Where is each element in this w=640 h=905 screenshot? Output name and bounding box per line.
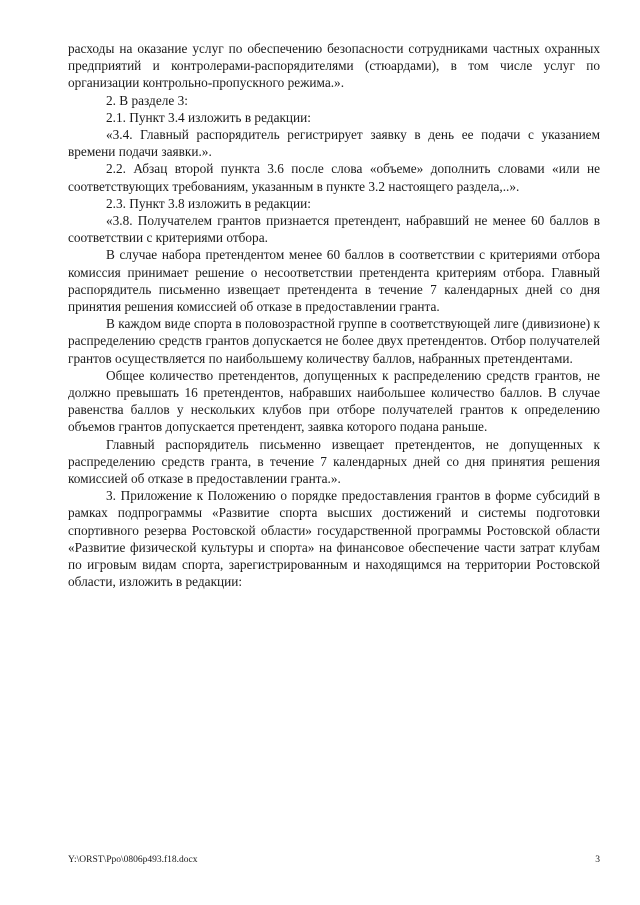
footer-file-path: Y:\ORST\Ppo\0806p493.f18.docx bbox=[68, 855, 198, 865]
paragraph-5: 2.2. Абзац второй пункта 3.6 после слова «объеме» дополнить словами «или не соответствующих требованиям, указанным в пункте 3.2 настоящего раздела,..». bbox=[68, 161, 600, 194]
paragraph-4: «3.4. Главный распорядитель регистрирует заявку в день ее подачи с указанием времени подачи заявки.». bbox=[68, 127, 600, 160]
page-number: 3 bbox=[595, 855, 600, 865]
document-body bbox=[68, 40, 600, 591]
paragraph-2: 2. В разделе 3: bbox=[106, 92, 188, 108]
paragraph-12: 3. Приложение к Положению о порядке предоставления грантов в форме субсидий в рамках подпрограммы «Развитие спорта высших достижений и системы подготовки спортивного резерва Ростовской области» государственной программы Ростовской области «Развитие физической культуры и спорта» на финансовое обеспечение части затрат клубам по игровым видам спорта, зарегистрированным и находящимся на территории Ростовской области, изложить в редакции: bbox=[68, 488, 600, 590]
paragraph-10: Общее количество претендентов, допущенных к распределению средств грантов, не должно превышать 16 претендентов, набравших наибольшее количество баллов. В случае равенства баллов у нескольких клубов при отборе получателей грантов к определению объемов грантов допускается претендент, заявка которого подана раньше. bbox=[68, 367, 600, 435]
paragraph-11: Главный распорядитель письменно извещает претендентов, не допущенных к распределению средств гранта, в течение 7 календарных дней со дня принятия решения комиссией об отказе в предоставлении гранта.». bbox=[68, 436, 600, 487]
paragraph-3: 2.1. Пункт 3.4 изложить в редакции: bbox=[106, 109, 311, 125]
paragraph-6: 2.3. Пункт 3.8 изложить в редакции: bbox=[106, 195, 311, 211]
paragraph-8: В случае набора претендентом менее 60 баллов в соответствии с критериями отбора комиссия принимает решение о несоответствии претендента критериям отбора. Главный распорядитель письменно извещает претендента в течение 7 календарных дней со дня принятия решения комиссией об отказе в предоставлении гранта. bbox=[68, 247, 600, 315]
paragraph-7: «3.8. Получателем грантов признается претендент, набравший не менее 60 баллов в соответствии с критериями отбора. bbox=[68, 213, 600, 246]
paragraph-9: В каждом виде спорта в половозрастной группе в соответствующей лиге (дивизионе) к распределению средств грантов допускается не более двух претендентов. Отбор получателей грантов осуществляется по наибольшему количеству баллов, набранных претендентами. bbox=[68, 316, 600, 366]
paragraph-1: расходы на оказание услуг по обеспечению безопасности сотрудниками частных охранных предприятий и контролерами-распорядителями (стюардами), в том числе услуг по организации контрольно-пропускного режима.». bbox=[68, 41, 600, 91]
